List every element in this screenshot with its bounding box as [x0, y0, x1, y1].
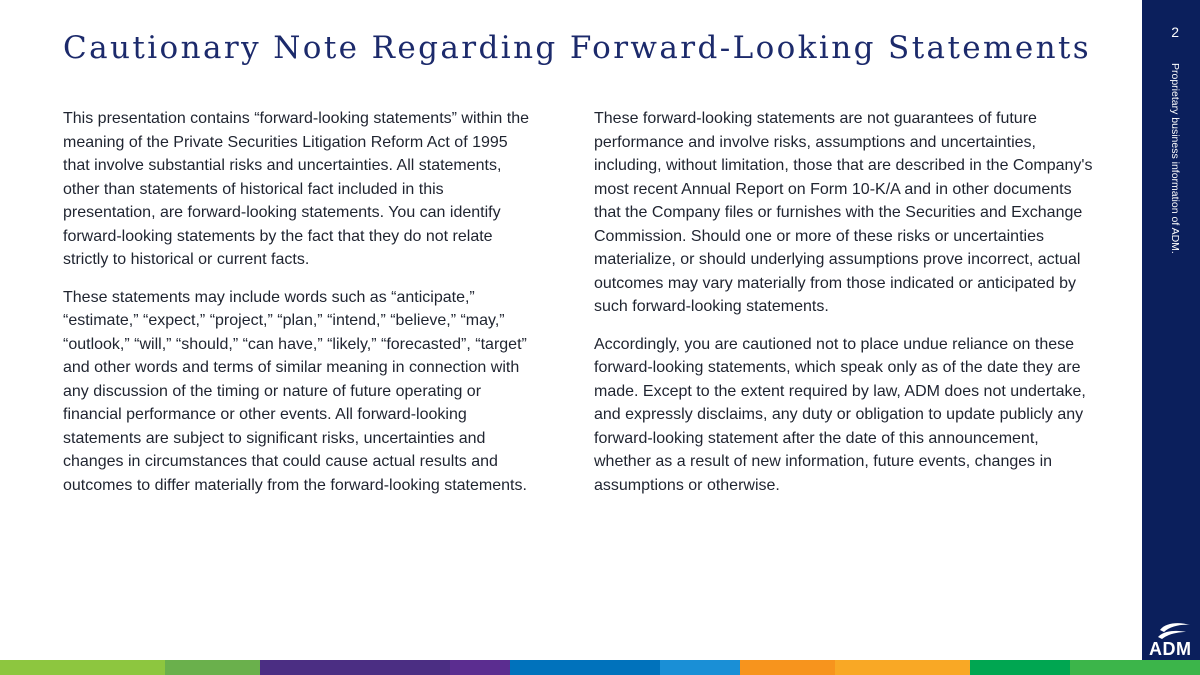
paragraph: These forward-looking statements are not guarantees of future performance and involve risks, assumptions and uncertainties, including, without limitation, those that are described in the Company's most recent Annual Report on Form 10-K/A and in other documents that the Company files or furnishes with the Securities and Exchange Commission. Should one or more of these risks or uncertainties materialize, or should underlying assumptions prove incorrect, actual outcomes may vary materially from those indicated or anticipated by such forward-looking statements.: [594, 110, 1093, 315]
stripe-segment: [450, 660, 510, 675]
stripe-segment: [835, 660, 970, 675]
page-number: 2: [1171, 24, 1179, 40]
stripe-segment: [0, 660, 165, 675]
stripe-segment: [260, 660, 450, 675]
color-stripe: [0, 660, 1200, 675]
page-title: Cautionary Note Regarding Forward-Looking Statements: [63, 30, 1092, 66]
stripe-segment: [510, 660, 660, 675]
paragraph: These statements may include words such as “anticipate,” “estimate,” “expect,” “project,” “plan,” “intend,” “believe,” “may,” “outlook,” “will,” “should,” “can have,” “likely,” “forecasted”, “target” and other words and terms of similar meaning in connection with any discussion of the timing or nature of future operating or financial performance or other events. All forward-looking statements are subject to significant risks, uncertainties and changes in circumstances that could cause actual results and outcomes to differ materially from the forward-looking statements.: [63, 288, 527, 494]
logo-text: ADM: [1149, 639, 1192, 659]
paragraph: This presentation contains “forward-looking statements” within the meaning of the Private Securities Litigation Reform Act of 1995 that involve substantial risks and uncertainties. All statements, other than statements of historical fact included in this presentation, are forward-looking statements. You can identify forward-looking statements by the fact that they do not relate strictly to historical or current facts.: [63, 110, 529, 268]
proprietary-note: Proprietary business information of ADM.: [1169, 63, 1181, 254]
stripe-segment: [740, 660, 835, 675]
stripe-segment: [1070, 660, 1200, 675]
left-column: [63, 107, 533, 511]
right-column: [594, 107, 1094, 511]
stripe-segment: [165, 660, 260, 675]
stripe-segment: [660, 660, 740, 675]
paragraph: Accordingly, you are cautioned not to place undue reliance on these forward-looking statements, which speak only as of the date they are made. Except to the extent required by law, ADM does not undertake, and expressly disclaims, any duty or obligation to update publicly any forward-looking statement after the date of this announcement, whether as a result of new information, future events, changes in assumptions or otherwise.: [594, 335, 1086, 494]
stripe-segment: [970, 660, 1070, 675]
